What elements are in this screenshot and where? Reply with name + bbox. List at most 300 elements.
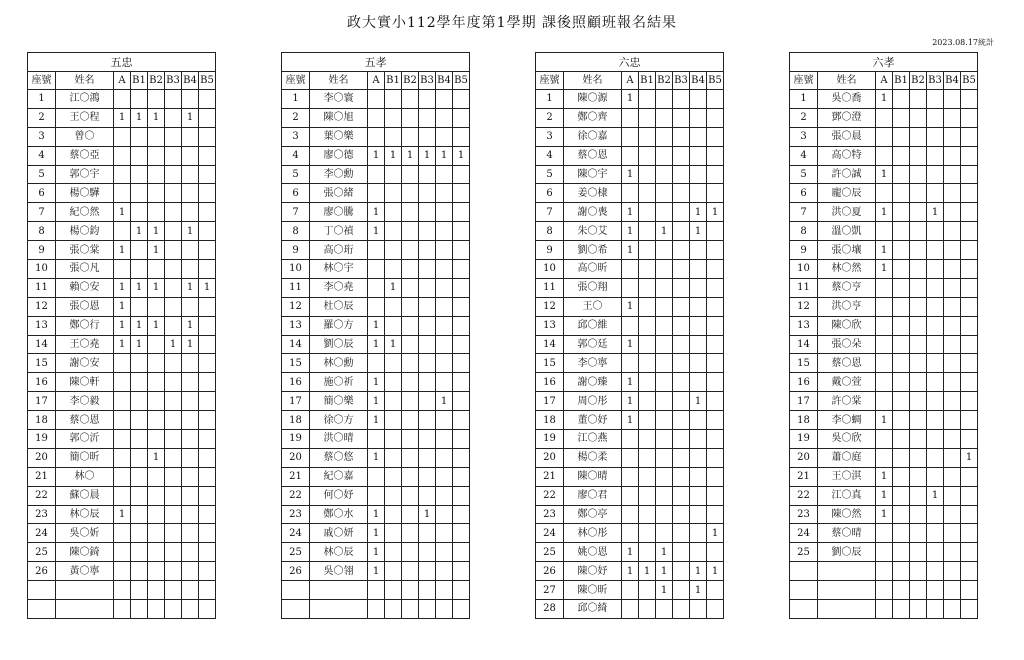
student-name-cell xyxy=(818,600,876,619)
seat-number-cell: 22 xyxy=(282,486,310,505)
mark-b3-cell xyxy=(165,316,182,335)
seat-number-cell: 13 xyxy=(28,316,56,335)
mark-b5-cell xyxy=(961,411,978,430)
column-header: B3 xyxy=(165,72,182,90)
table-row xyxy=(28,108,216,127)
mark-b5-cell xyxy=(453,581,470,600)
seat-number-cell: 5 xyxy=(282,165,310,184)
mark-b4-cell xyxy=(690,278,707,297)
table-row xyxy=(536,127,724,146)
table-row xyxy=(28,562,216,581)
student-name-cell: 簡〇樂 xyxy=(310,392,368,411)
student-name-cell: 蘇〇晨 xyxy=(56,486,114,505)
mark-b3-cell xyxy=(419,373,436,392)
student-name-cell: 江〇真 xyxy=(818,486,876,505)
table-row xyxy=(536,430,724,449)
table-row xyxy=(536,146,724,165)
mark-b5-cell xyxy=(707,90,724,109)
mark-b1-cell xyxy=(639,90,656,109)
mark-b3-cell xyxy=(927,505,944,524)
mark-b1-cell xyxy=(131,581,148,600)
mark-b5-cell xyxy=(199,127,216,146)
mark-a-cell xyxy=(368,486,385,505)
mark-b2-cell xyxy=(402,108,419,127)
seat-number-cell: 23 xyxy=(282,505,310,524)
table-row xyxy=(28,486,216,505)
seat-number-cell: 24 xyxy=(282,524,310,543)
mark-b3-cell xyxy=(927,354,944,373)
mark-b1-cell xyxy=(385,203,402,222)
table-row xyxy=(282,486,470,505)
table-row xyxy=(536,373,724,392)
mark-b3-cell xyxy=(419,184,436,203)
mark-a-cell xyxy=(368,90,385,109)
mark-b5-cell xyxy=(199,241,216,260)
mark-b5-cell xyxy=(453,222,470,241)
mark-b1-cell xyxy=(131,486,148,505)
mark-b1-cell xyxy=(385,543,402,562)
student-name-cell: 吳〇喬 xyxy=(818,90,876,109)
mark-b2-cell xyxy=(910,222,927,241)
mark-b5-cell xyxy=(707,241,724,260)
mark-b4-cell xyxy=(182,165,199,184)
table-row xyxy=(790,600,978,619)
student-name-cell: 王〇淇 xyxy=(818,467,876,486)
student-name-cell: 廖〇騰 xyxy=(310,203,368,222)
mark-b5-cell xyxy=(453,108,470,127)
seat-number-cell: 11 xyxy=(790,278,818,297)
mark-a-cell xyxy=(114,467,131,486)
seat-number-cell: 16 xyxy=(790,373,818,392)
mark-b2-cell: 1 xyxy=(148,222,165,241)
mark-a-cell: 1 xyxy=(876,505,893,524)
mark-b5-cell xyxy=(707,581,724,600)
table-row xyxy=(790,430,978,449)
mark-b5-cell xyxy=(199,505,216,524)
mark-b4-cell xyxy=(182,297,199,316)
mark-b2-cell: 1 xyxy=(402,146,419,165)
mark-b2-cell xyxy=(656,486,673,505)
mark-b3-cell xyxy=(927,90,944,109)
student-name-cell: 蕭〇庭 xyxy=(818,448,876,467)
mark-b2-cell xyxy=(656,203,673,222)
mark-b1-cell xyxy=(639,108,656,127)
table-row xyxy=(536,297,724,316)
student-name-cell: 林〇 xyxy=(56,467,114,486)
student-name-cell: 王〇堯 xyxy=(56,335,114,354)
mark-b3-cell: 1 xyxy=(927,486,944,505)
mark-a-cell xyxy=(368,127,385,146)
mark-b1-cell xyxy=(131,411,148,430)
mark-b3-cell xyxy=(927,581,944,600)
mark-b5-cell xyxy=(453,486,470,505)
mark-b1-cell xyxy=(639,448,656,467)
mark-b1-cell xyxy=(893,90,910,109)
table-row xyxy=(282,316,470,335)
seat-number-cell: 11 xyxy=(282,278,310,297)
mark-b1-cell: 1 xyxy=(385,335,402,354)
mark-b5-cell xyxy=(707,600,724,619)
student-name-cell: 陳〇然 xyxy=(818,505,876,524)
mark-a-cell: 1 xyxy=(368,335,385,354)
mark-b4-cell xyxy=(182,354,199,373)
mark-b5-cell xyxy=(707,146,724,165)
seat-number-cell: 25 xyxy=(536,543,564,562)
mark-b2-cell xyxy=(910,524,927,543)
student-name-cell: 楊〇鈞 xyxy=(56,222,114,241)
student-name-cell: 張〇晨 xyxy=(818,127,876,146)
mark-b1-cell xyxy=(385,90,402,109)
student-name-cell: 林〇辰 xyxy=(56,505,114,524)
mark-b3-cell xyxy=(419,411,436,430)
mark-b2-cell xyxy=(910,335,927,354)
mark-b2-cell xyxy=(656,373,673,392)
mark-a-cell xyxy=(114,165,131,184)
mark-b3-cell xyxy=(673,241,690,260)
mark-b1-cell xyxy=(385,184,402,203)
mark-b4-cell xyxy=(944,278,961,297)
mark-b4-cell xyxy=(436,90,453,109)
seat-number-cell: 4 xyxy=(28,146,56,165)
mark-a-cell xyxy=(876,524,893,543)
mark-b3-cell xyxy=(165,203,182,222)
mark-b4-cell xyxy=(436,430,453,449)
table-row xyxy=(282,562,470,581)
mark-b4-cell xyxy=(182,146,199,165)
mark-b1-cell xyxy=(893,203,910,222)
seat-number-cell: 7 xyxy=(28,203,56,222)
mark-b5-cell xyxy=(961,600,978,619)
mark-b5-cell xyxy=(707,354,724,373)
table-row xyxy=(28,146,216,165)
seat-number-cell: 24 xyxy=(536,524,564,543)
mark-a-cell xyxy=(368,184,385,203)
seat-number-cell: 6 xyxy=(536,184,564,203)
table-row xyxy=(282,467,470,486)
column-header: B3 xyxy=(673,72,690,90)
mark-b4-cell xyxy=(944,297,961,316)
mark-b3-cell xyxy=(673,448,690,467)
mark-b4-cell xyxy=(944,146,961,165)
mark-b2-cell xyxy=(402,203,419,222)
table-row xyxy=(790,165,978,184)
table-row xyxy=(28,430,216,449)
mark-b1-cell xyxy=(131,241,148,260)
mark-b3-cell xyxy=(419,600,436,619)
mark-b4-cell xyxy=(182,562,199,581)
mark-b5-cell xyxy=(453,543,470,562)
table-row xyxy=(282,260,470,279)
mark-b2-cell xyxy=(656,316,673,335)
mark-a-cell: 1 xyxy=(876,90,893,109)
seat-number-cell: 14 xyxy=(282,335,310,354)
mark-a-cell: 1 xyxy=(368,505,385,524)
seat-number-cell: 3 xyxy=(282,127,310,146)
mark-b2-cell xyxy=(148,127,165,146)
mark-b5-cell xyxy=(199,184,216,203)
mark-a-cell xyxy=(114,562,131,581)
mark-b4-cell xyxy=(944,467,961,486)
mark-b1-cell xyxy=(893,467,910,486)
mark-b1-cell xyxy=(893,335,910,354)
mark-b2-cell xyxy=(910,581,927,600)
mark-b5-cell xyxy=(961,241,978,260)
mark-a-cell: 1 xyxy=(622,222,639,241)
table-row xyxy=(28,524,216,543)
mark-b4-cell xyxy=(944,411,961,430)
mark-b5-cell xyxy=(707,373,724,392)
mark-b4-cell xyxy=(436,354,453,373)
mark-b4-cell xyxy=(690,146,707,165)
mark-b2-cell xyxy=(910,297,927,316)
student-name-cell: 周〇彤 xyxy=(564,392,622,411)
mark-b1-cell xyxy=(131,203,148,222)
mark-b4-cell xyxy=(436,165,453,184)
student-name-cell: 李〇寧 xyxy=(564,354,622,373)
mark-b2-cell xyxy=(402,600,419,619)
mark-b3-cell xyxy=(419,165,436,184)
table-row xyxy=(28,241,216,260)
mark-a-cell: 1 xyxy=(622,203,639,222)
seat-number-cell: 22 xyxy=(790,486,818,505)
mark-b4-cell xyxy=(944,543,961,562)
student-name-cell: 賴〇安 xyxy=(56,278,114,297)
seat-number-cell: 12 xyxy=(536,297,564,316)
mark-b2-cell: 1 xyxy=(148,108,165,127)
mark-b2-cell xyxy=(402,260,419,279)
mark-b2-cell xyxy=(656,335,673,354)
seat-number-cell: 20 xyxy=(536,448,564,467)
table-row xyxy=(536,562,724,581)
mark-b5-cell xyxy=(199,297,216,316)
student-name-cell: 蔡〇亨 xyxy=(818,278,876,297)
mark-a-cell: 1 xyxy=(368,316,385,335)
mark-b2-cell xyxy=(656,354,673,373)
mark-b3-cell xyxy=(673,203,690,222)
column-header: B2 xyxy=(148,72,165,90)
mark-b1-cell xyxy=(131,524,148,543)
mark-b2-cell xyxy=(148,543,165,562)
mark-b1-cell xyxy=(639,467,656,486)
mark-a-cell xyxy=(114,373,131,392)
mark-b2-cell xyxy=(402,184,419,203)
mark-b3-cell xyxy=(927,316,944,335)
mark-b5-cell xyxy=(199,146,216,165)
mark-b4-cell xyxy=(436,108,453,127)
mark-b5-cell xyxy=(453,278,470,297)
mark-b4-cell xyxy=(944,486,961,505)
mark-a-cell xyxy=(622,505,639,524)
seat-number-cell: 12 xyxy=(282,297,310,316)
mark-b5-cell xyxy=(707,165,724,184)
mark-b5-cell xyxy=(707,392,724,411)
mark-b5-cell xyxy=(453,260,470,279)
mark-b5-cell xyxy=(199,411,216,430)
mark-b4-cell xyxy=(182,241,199,260)
mark-a-cell xyxy=(114,448,131,467)
mark-b3-cell xyxy=(419,581,436,600)
mark-b2-cell xyxy=(910,316,927,335)
mark-b4-cell xyxy=(690,335,707,354)
mark-b4-cell xyxy=(182,90,199,109)
mark-b5-cell xyxy=(199,165,216,184)
mark-b4-cell xyxy=(690,505,707,524)
mark-b5-cell xyxy=(453,203,470,222)
table-row xyxy=(536,241,724,260)
student-name-cell: 施〇祈 xyxy=(310,373,368,392)
mark-a-cell xyxy=(622,467,639,486)
mark-b4-cell: 1 xyxy=(690,392,707,411)
mark-b1-cell xyxy=(639,373,656,392)
mark-b4-cell xyxy=(690,354,707,373)
mark-a-cell: 1 xyxy=(368,392,385,411)
mark-b2-cell xyxy=(656,184,673,203)
mark-b3-cell xyxy=(927,260,944,279)
mark-b5-cell xyxy=(707,543,724,562)
table-row xyxy=(28,373,216,392)
mark-b3-cell xyxy=(419,222,436,241)
mark-b5-cell xyxy=(961,90,978,109)
mark-b2-cell xyxy=(910,354,927,373)
mark-b2-cell xyxy=(402,562,419,581)
mark-b3-cell xyxy=(419,278,436,297)
seat-number-cell: 18 xyxy=(28,411,56,430)
mark-b3-cell xyxy=(419,486,436,505)
student-name-cell: 蔡〇悠 xyxy=(310,448,368,467)
student-name-cell: 謝〇喪 xyxy=(564,203,622,222)
mark-a-cell: 1 xyxy=(114,335,131,354)
mark-b1-cell xyxy=(639,392,656,411)
mark-b2-cell xyxy=(910,146,927,165)
mark-a-cell: 1 xyxy=(876,203,893,222)
mark-a-cell xyxy=(368,297,385,316)
mark-b3-cell xyxy=(673,562,690,581)
mark-a-cell xyxy=(114,127,131,146)
mark-b3-cell xyxy=(673,222,690,241)
student-name-cell: 洪〇夏 xyxy=(818,203,876,222)
mark-b2-cell xyxy=(656,600,673,619)
mark-b3-cell xyxy=(927,467,944,486)
seat-number-cell: 28 xyxy=(536,600,564,619)
seat-number-cell: 18 xyxy=(536,411,564,430)
table-row xyxy=(536,581,724,600)
table-row xyxy=(536,486,724,505)
seat-number-cell: 2 xyxy=(28,108,56,127)
student-name-cell: 羅〇方 xyxy=(310,316,368,335)
mark-a-cell: 1 xyxy=(876,467,893,486)
mark-b2-cell xyxy=(402,373,419,392)
seat-number-cell: 1 xyxy=(28,90,56,109)
seat-number-cell xyxy=(28,600,56,619)
mark-a-cell xyxy=(876,297,893,316)
mark-b2-cell xyxy=(148,260,165,279)
mark-b2-cell xyxy=(656,165,673,184)
mark-b4-cell xyxy=(436,127,453,146)
seat-number-cell xyxy=(282,581,310,600)
mark-b4-cell: 1 xyxy=(690,562,707,581)
student-name-cell: 邱〇維 xyxy=(564,316,622,335)
student-name-cell: 陳〇妤 xyxy=(564,562,622,581)
table-row xyxy=(28,505,216,524)
seat-number-cell: 13 xyxy=(282,316,310,335)
mark-b3-cell xyxy=(927,524,944,543)
class-name-label: 六忠 xyxy=(536,53,724,72)
seat-number-cell: 22 xyxy=(28,486,56,505)
mark-b5-cell: 1 xyxy=(707,562,724,581)
mark-b4-cell xyxy=(182,581,199,600)
mark-b5-cell xyxy=(707,278,724,297)
seat-number-cell: 7 xyxy=(790,203,818,222)
table-row xyxy=(282,354,470,373)
column-header: B5 xyxy=(453,72,470,90)
student-name-cell: 張〇棠 xyxy=(56,241,114,260)
mark-b3-cell xyxy=(673,335,690,354)
mark-b4-cell xyxy=(436,467,453,486)
mark-b4-cell xyxy=(182,127,199,146)
mark-a-cell: 1 xyxy=(114,241,131,260)
mark-b2-cell xyxy=(910,278,927,297)
mark-b5-cell xyxy=(453,467,470,486)
mark-b4-cell xyxy=(944,373,961,392)
mark-b2-cell xyxy=(148,335,165,354)
student-name-cell: 蔡〇亞 xyxy=(56,146,114,165)
mark-b3-cell xyxy=(165,467,182,486)
mark-a-cell: 1 xyxy=(876,260,893,279)
mark-a-cell xyxy=(114,581,131,600)
mark-b5-cell xyxy=(453,411,470,430)
mark-b1-cell xyxy=(131,373,148,392)
mark-b3-cell xyxy=(927,430,944,449)
mark-b4-cell xyxy=(690,486,707,505)
column-header: 姓名 xyxy=(564,72,622,90)
mark-b3-cell xyxy=(419,392,436,411)
mark-b4-cell: 1 xyxy=(182,335,199,354)
class-table-wrapper xyxy=(535,52,724,619)
mark-b2-cell xyxy=(656,260,673,279)
mark-b2-cell xyxy=(402,127,419,146)
column-header: B4 xyxy=(944,72,961,90)
table-row xyxy=(282,203,470,222)
student-name-cell xyxy=(310,581,368,600)
mark-b5-cell xyxy=(453,448,470,467)
student-name-cell: 簡〇昕 xyxy=(56,448,114,467)
mark-a-cell xyxy=(876,354,893,373)
mark-b4-cell xyxy=(436,486,453,505)
mark-b1-cell xyxy=(639,146,656,165)
mark-b5-cell xyxy=(961,165,978,184)
seat-number-cell xyxy=(28,581,56,600)
mark-b2-cell xyxy=(656,108,673,127)
seat-number-cell: 24 xyxy=(790,524,818,543)
mark-b5-cell xyxy=(453,430,470,449)
student-name-cell: 吳〇妡 xyxy=(56,524,114,543)
mark-b4-cell xyxy=(690,241,707,260)
mark-a-cell: 1 xyxy=(622,241,639,260)
student-name-cell xyxy=(818,562,876,581)
mark-b5-cell xyxy=(961,260,978,279)
mark-b1-cell xyxy=(893,486,910,505)
table-row xyxy=(28,448,216,467)
mark-b4-cell xyxy=(944,392,961,411)
mark-a-cell xyxy=(622,260,639,279)
student-name-cell: 蔡〇恩 xyxy=(56,411,114,430)
mark-a-cell xyxy=(876,335,893,354)
mark-b4-cell: 1 xyxy=(436,146,453,165)
mark-b4-cell xyxy=(944,127,961,146)
table-row xyxy=(282,184,470,203)
mark-b5-cell: 1 xyxy=(961,448,978,467)
mark-a-cell xyxy=(622,108,639,127)
